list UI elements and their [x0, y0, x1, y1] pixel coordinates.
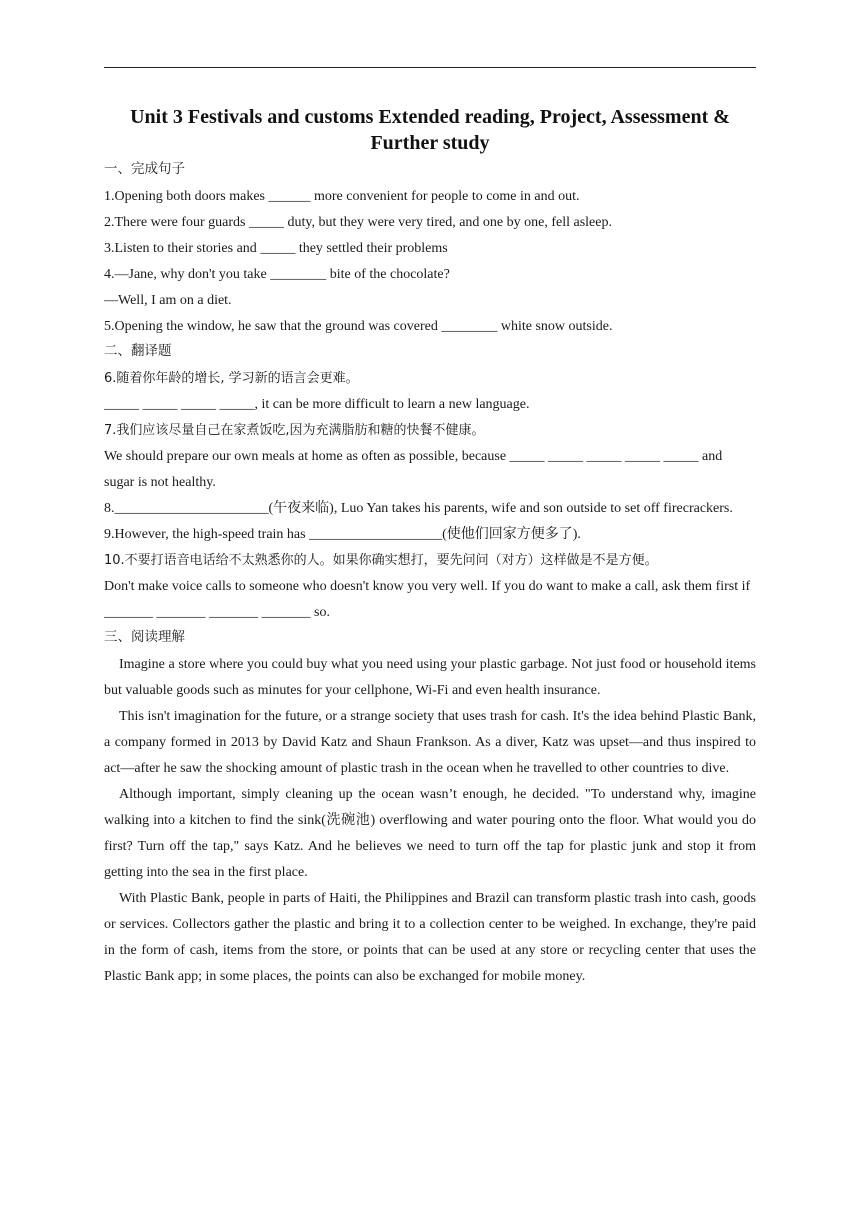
question-5-blank: ________ — [441, 319, 498, 334]
question-3 — [104, 236, 756, 262]
question-1 — [104, 184, 756, 210]
question-7-answer: We should prepare our own meals at home as often as possible, because _____ _____ _____ _____ _____ and sugar is not healthy. — [104, 449, 723, 490]
question-3-text-b: they settled their problems — [295, 241, 448, 256]
question-2-text-a: 2.There were four guards — [104, 215, 249, 230]
reading-paragraph-4: With Plastic Bank, people in parts of Haiti, the Philippines and Brazil can transform plastic trash into cash, goods or services. Collectors gather the plastic and bring it to a collection center to be weighed. In exchange, they're paid in the form of cash, items from the store, or points that can be used at any store or recycling center that uses the Plastic Bank app; in some places, the points can also be exchanged for mobile money. — [104, 891, 756, 984]
question-10-answer: Don't make voice calls to someone who doesn't know you very well. If you do want to make a call, ask them first if _______ _______ _______ _______ so. — [104, 579, 751, 620]
question-3-blank: _____ — [260, 241, 296, 256]
question-2-blank: _____ — [249, 215, 284, 230]
question-4-text-a: 4.—Jane, why don't you take — [104, 267, 271, 282]
reading-paragraph-1: Imagine a store where you could buy what you need using your plastic garbage. Not just food or household items but valuable goods such as minutes for your cellphone, Wi-Fi and even health insurance. — [104, 657, 756, 698]
question-2 — [104, 210, 756, 236]
reading-paragraph-3: Although important, simply cleaning up the ocean wasn’t enough, he decided. "To understand why, imagine walking into a kitchen to find the sink(洗碗池) overflowing and water pouring onto the floor. What would you do first? Turn off the tap," says Katz. And he believes we need to turn off the tap for plastic junk and stop it from getting into the sea in the first place. — [104, 787, 756, 880]
question-1-text-b: more convenient for people to come in and out. — [310, 189, 580, 204]
question-7-prompt: 7.我们应该尽量自己在家煮饭吃,因为充满脂肪和糖的快餐不健康。 — [104, 423, 485, 438]
question-8: 8.______________________(午夜来临), Luo Yan takes his parents, wife and son outside to set off firecrackers. — [104, 501, 733, 516]
question-4-reply: —Well, I am on a diet. — [104, 293, 232, 308]
section-heading-reading: 三、阅读理解 — [104, 629, 185, 645]
question-4-blank: ________ — [270, 267, 327, 282]
reading-paragraph-2: This isn't imagination for the future, or a strange society that uses trash for cash. It's the idea behind Plastic Bank, a company formed in 2013 by David Katz and Shaun Frankson. As a diver, Katz was upset—and thus inspired to act—after he saw the shocking amount of plastic trash in the ocean when he travelled to other countries to dive. — [104, 709, 756, 776]
question-2-text-b: duty, but they were very tired, and one by one, fell asleep. — [284, 215, 612, 230]
question-5-text-b: white snow outside. — [497, 319, 613, 334]
document-title: Unit 3 Festivals and customs Extended reading, Project, Assessment & Further study — [130, 106, 730, 154]
question-9: 9.However, the high-speed train has ___________________(使他们回家方便多了). — [104, 527, 581, 542]
question-4-text-b: bite of the chocolate? — [326, 267, 450, 282]
question-3-text-a: 3.Listen to their stories and — [104, 241, 261, 256]
question-4 — [104, 262, 756, 288]
document-body — [104, 104, 756, 990]
section-heading-complete-sentences: 一、完成句子 — [104, 161, 185, 177]
question-1-text-a: 1.Opening both doors makes — [104, 189, 269, 204]
question-5-text-a: 5.Opening the window, he saw that the ground was covered — [104, 319, 442, 334]
question-1-blank: ______ — [268, 189, 311, 204]
question-6-prompt: 6.随着你年龄的增长, 学习新的语言会更难。 — [104, 371, 359, 386]
question-10-prompt: 10.不要打语音电话给不太熟悉你的人。如果你确实想打，要先问问（对方）这样做是不是方便。 — [104, 553, 658, 568]
header-rule — [104, 67, 756, 68]
question-6-answer: _____ _____ _____ _____, it can be more difficult to learn a new language. — [104, 397, 530, 412]
question-5 — [104, 314, 756, 340]
section-heading-translation: 二、翻译题 — [104, 343, 172, 359]
